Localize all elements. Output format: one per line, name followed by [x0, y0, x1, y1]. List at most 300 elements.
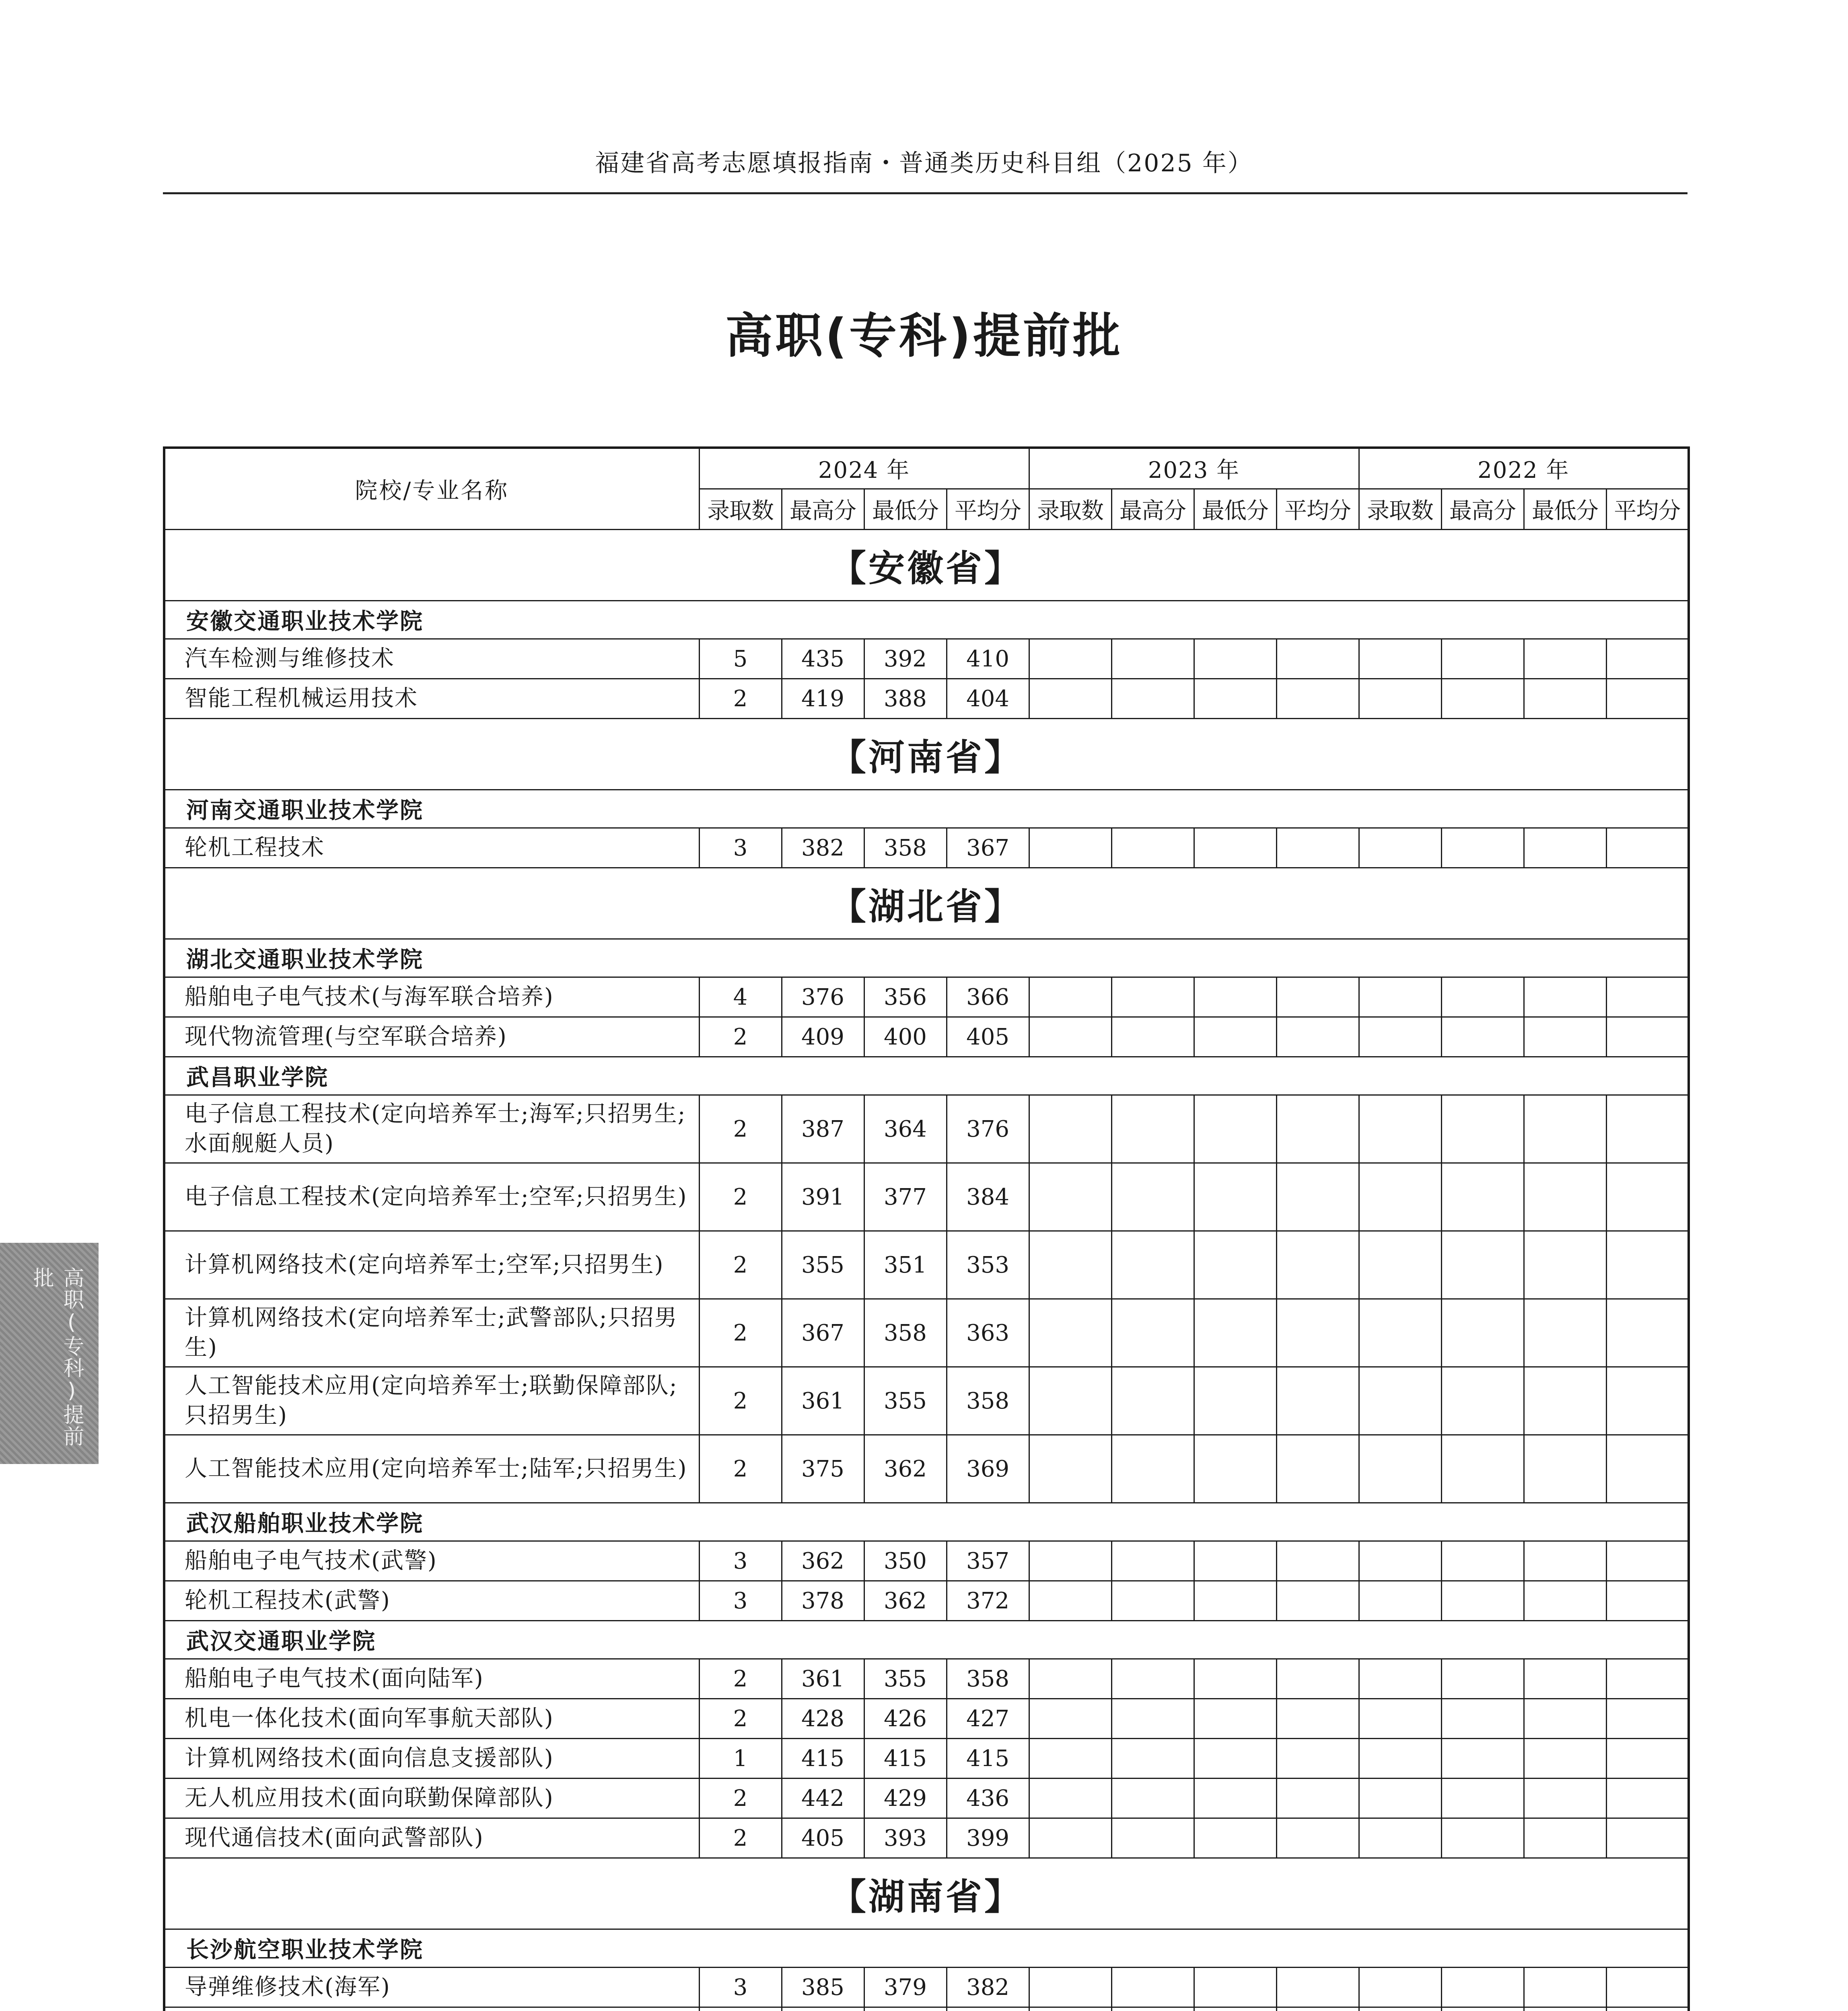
empty-cell: [1606, 1231, 1689, 1299]
max-2024: 415: [782, 1739, 864, 1779]
empty-cell: [1194, 679, 1276, 719]
empty-cell: [1029, 977, 1111, 1017]
empty-cell: [1111, 1779, 1194, 1818]
empty-cell: [1029, 639, 1111, 679]
province-heading: 【河南省】: [164, 719, 1689, 790]
empty-cell: [1359, 977, 1441, 1017]
max-2024: 367: [782, 1299, 864, 1367]
empty-cell: [1524, 1739, 1606, 1779]
empty-cell: [1194, 1659, 1276, 1699]
table-row: [164, 1095, 1689, 1163]
count-2024: 4: [699, 977, 782, 1017]
avg-2024: 358: [947, 1659, 1029, 1699]
max-2024: 442: [782, 1779, 864, 1818]
empty-cell: [1029, 1779, 1111, 1818]
avg-2024: 436: [947, 1779, 1029, 1818]
name-column-header: 院校/专业名称: [164, 448, 699, 530]
empty-cell: [1524, 1017, 1606, 1057]
empty-cell: [1441, 828, 1524, 868]
empty-cell: [1441, 1779, 1524, 1818]
empty-cell: [1606, 1818, 1689, 1858]
count-2024: 2: [699, 1017, 782, 1057]
empty-cell: [1194, 828, 1276, 868]
empty-cell: [1276, 1581, 1359, 1621]
max-2024: 362: [782, 1541, 864, 1581]
empty-cell: [1441, 639, 1524, 679]
major-name: 船舶电子电气技术(武警): [164, 1541, 699, 1581]
empty-cell: [1194, 1779, 1276, 1818]
empty-cell: [1194, 1435, 1276, 1503]
province-heading: 【湖北省】: [164, 868, 1689, 939]
empty-cell: [1111, 1435, 1194, 1503]
empty-cell: [1606, 1779, 1689, 1818]
avg-2024: 410: [947, 639, 1029, 679]
empty-cell: [1194, 1739, 1276, 1779]
school-row: [164, 1057, 1689, 1095]
empty-cell: [1194, 1231, 1276, 1299]
empty-cell: [1524, 1299, 1606, 1367]
empty-cell: [1194, 1163, 1276, 1231]
empty-cell: [1111, 1299, 1194, 1367]
empty-cell: [1194, 1581, 1276, 1621]
min-2024: 400: [864, 1017, 947, 1057]
empty-cell: [1524, 679, 1606, 719]
empty-cell: [1606, 1163, 1689, 1231]
count-2024: 2: [699, 1299, 782, 1367]
empty-cell: [1194, 2007, 1276, 2011]
school-name: 河南交通职业技术学院: [164, 790, 1689, 828]
min-2024: 415: [864, 1739, 947, 1779]
empty-cell: [1441, 1581, 1524, 1621]
empty-cell: [1606, 1968, 1689, 2007]
min-2024: 350: [864, 1541, 947, 1581]
table-row: [164, 828, 1689, 868]
empty-cell: [1029, 1968, 1111, 2007]
province-row: [164, 1858, 1689, 1929]
major-name: [164, 2007, 699, 2011]
empty-cell: [1194, 1017, 1276, 1057]
empty-cell: [1029, 1739, 1111, 1779]
year-header-2022: 2022 年: [1359, 448, 1689, 489]
table-row: [164, 1581, 1689, 1621]
empty-cell: [1111, 828, 1194, 868]
count-2024: 2: [699, 1435, 782, 1503]
max-2024: 435: [782, 639, 864, 679]
max-2024: 375: [782, 1435, 864, 1503]
table-row: [164, 1163, 1689, 1231]
avg-2024: 405: [947, 1017, 1029, 1057]
empty-cell: [1359, 1818, 1441, 1858]
major-name: 人工智能技术应用(定向培养军士;联勤保障部队;只招男生): [164, 1367, 699, 1435]
empty-cell: [1276, 1231, 1359, 1299]
major-name: 轮机工程技术(武警): [164, 1581, 699, 1621]
count-2024: 2: [699, 679, 782, 719]
school-row: [164, 601, 1689, 639]
school-name: 武汉船舶职业技术学院: [164, 1503, 1689, 1541]
side-tab-label: 高职(专科)提前批: [29, 1267, 84, 1447]
school-row: [164, 939, 1689, 977]
table-row: [164, 1818, 1689, 1858]
empty-cell: [1276, 2007, 1359, 2011]
max-2024: 409: [782, 1017, 864, 1057]
empty-cell: [1276, 639, 1359, 679]
empty-cell: [1524, 1095, 1606, 1163]
empty-cell: [1111, 1699, 1194, 1739]
table-row: [164, 639, 1689, 679]
avg-2024: 353: [947, 1231, 1029, 1299]
major-name: 计算机网络技术(定向培养军士;武警部队;只招男生): [164, 1299, 699, 1367]
empty-cell: [1111, 639, 1194, 679]
max-2024: 387: [782, 1095, 864, 1163]
max-2024: 361: [782, 1367, 864, 1435]
empty-cell: [1524, 1541, 1606, 1581]
empty-cell: [1441, 1818, 1524, 1858]
empty-cell: [1194, 1699, 1276, 1739]
empty-cell: [1524, 1699, 1606, 1739]
empty-cell: [1111, 1163, 1194, 1231]
max-2024: 378: [782, 1581, 864, 1621]
avg-2024: 363: [947, 1299, 1029, 1367]
empty-cell: [1359, 1095, 1441, 1163]
count-2024: 2: [699, 1367, 782, 1435]
empty-cell: [1441, 679, 1524, 719]
major-name: 船舶电子电气技术(与海军联合培养): [164, 977, 699, 1017]
empty-cell: [1359, 1541, 1441, 1581]
max-2024: 419: [782, 679, 864, 719]
empty-cell: [1441, 1367, 1524, 1435]
table-body: [164, 530, 1689, 2011]
school-name: 武汉交通职业学院: [164, 1621, 1689, 1659]
empty-cell: [1606, 1541, 1689, 1581]
empty-cell: [1276, 1699, 1359, 1739]
major-name: 电子信息工程技术(定向培养军士;海军;只招男生;水面舰艇人员): [164, 1095, 699, 1163]
empty-cell: [1606, 1699, 1689, 1739]
min-2024: 426: [864, 1699, 947, 1739]
min-2024: 364: [864, 1095, 947, 1163]
empty-cell: [1276, 1017, 1359, 1057]
empty-cell: [1524, 1659, 1606, 1699]
empty-cell: [1111, 977, 1194, 1017]
major-name: 计算机网络技术(定向培养军士;空军;只招男生): [164, 1231, 699, 1299]
major-name: 现代物流管理(与空军联合培养): [164, 1017, 699, 1057]
empty-cell: [1359, 2007, 1441, 2011]
col-header-max: 最高分: [1441, 489, 1524, 530]
empty-cell: [1194, 1818, 1276, 1858]
table-row: [164, 1367, 1689, 1435]
count-2024: 3: [699, 1541, 782, 1581]
empty-cell: [1359, 1779, 1441, 1818]
empty-cell: [1111, 1739, 1194, 1779]
col-header-min: 最低分: [1194, 489, 1276, 530]
min-2024: 358: [864, 828, 947, 868]
province-row: [164, 868, 1689, 939]
empty-cell: [1276, 977, 1359, 1017]
empty-cell: [1524, 977, 1606, 1017]
max-2024: 382: [782, 828, 864, 868]
avg-2024: 372: [947, 1581, 1029, 1621]
min-2024: 362: [864, 1435, 947, 1503]
empty-cell: [1606, 1659, 1689, 1699]
empty-cell: [1606, 639, 1689, 679]
count-2024: 2: [699, 1163, 782, 1231]
empty-cell: [1111, 1231, 1194, 1299]
empty-cell: [1029, 1095, 1111, 1163]
empty-cell: [1194, 639, 1276, 679]
col-header-count: 录取数: [1029, 489, 1111, 530]
max-2024: 428: [782, 1699, 864, 1739]
major-name: 汽车检测与维修技术: [164, 639, 699, 679]
empty-cell: [1359, 1699, 1441, 1739]
empty-cell: [1111, 1541, 1194, 1581]
empty-cell: [1276, 1367, 1359, 1435]
max-2024: 405: [782, 1818, 864, 1858]
empty-cell: [1029, 1699, 1111, 1739]
empty-cell: [1276, 1818, 1359, 1858]
empty-cell: [1441, 1739, 1524, 1779]
major-name: 无人机应用技术(面向联勤保障部队): [164, 1779, 699, 1818]
empty-cell: [1606, 1299, 1689, 1367]
max-2024: 376: [782, 977, 864, 1017]
score-table: [163, 446, 1690, 2011]
col-header-min: 最低分: [1524, 489, 1606, 530]
empty-cell: [1524, 1581, 1606, 1621]
empty-cell: [1029, 1659, 1111, 1699]
min-2024: 392: [864, 639, 947, 679]
table-row: [164, 977, 1689, 1017]
table-row: [164, 1699, 1689, 1739]
empty-cell: [1194, 1299, 1276, 1367]
table-row: [164, 1299, 1689, 1367]
count-2024: 3: [699, 828, 782, 868]
major-name: 船舶电子电气技术(面向陆军): [164, 1659, 699, 1699]
empty-cell: [1359, 1299, 1441, 1367]
avg-2024: 357: [947, 1541, 1029, 1581]
col-header-min: 最低分: [864, 489, 947, 530]
page-title: 高职(专科)提前批: [725, 308, 1123, 364]
empty-cell: [1441, 1231, 1524, 1299]
empty-cell: [1524, 828, 1606, 868]
avg-2024: 366: [947, 977, 1029, 1017]
school-row: [164, 1929, 1689, 1968]
empty-cell: [1111, 1017, 1194, 1057]
min-2024: 355: [864, 1659, 947, 1699]
empty-cell: [1111, 1818, 1194, 1858]
empty-cell: [1524, 639, 1606, 679]
col-header-avg: 平均分: [1276, 489, 1359, 530]
col-header-count: 录取数: [1359, 489, 1441, 530]
empty-cell: [1276, 1163, 1359, 1231]
empty-cell: [1606, 828, 1689, 868]
avg-2024: 427: [947, 1699, 1029, 1739]
avg-2024: 382: [947, 1968, 1029, 2007]
empty-cell: [1111, 679, 1194, 719]
empty-cell: [1359, 1231, 1441, 1299]
avg-2024: 404: [947, 679, 1029, 719]
empty-cell: [1111, 1095, 1194, 1163]
min-2024: 377: [864, 1163, 947, 1231]
count-2024: 3: [699, 1968, 782, 2007]
major-name: 电子信息工程技术(定向培养军士;空军;只招男生): [164, 1163, 699, 1231]
major-name: 计算机网络技术(面向信息支援部队): [164, 1739, 699, 1779]
empty-cell: [1524, 1779, 1606, 1818]
empty-cell: [1359, 1367, 1441, 1435]
empty-cell: [1524, 1435, 1606, 1503]
empty-cell: [1276, 679, 1359, 719]
year-header-row: [164, 448, 1689, 489]
count-2024: 2: [699, 1231, 782, 1299]
empty-cell: [1441, 1968, 1524, 2007]
min-2024: 351: [864, 1231, 947, 1299]
empty-cell: [1606, 977, 1689, 1017]
empty-cell: [1029, 1017, 1111, 1057]
min-2024: 393: [864, 1818, 947, 1858]
min-2024: 388: [864, 679, 947, 719]
empty-cell: [1111, 1659, 1194, 1699]
side-tab: [0, 1243, 99, 1464]
empty-cell: [1111, 2007, 1194, 2011]
empty-cell: [1111, 1581, 1194, 1621]
count-2024: 2: [699, 1659, 782, 1699]
table-row: [164, 1779, 1689, 1818]
empty-cell: [1029, 828, 1111, 868]
min-2024: [864, 2007, 947, 2011]
min-2024: 356: [864, 977, 947, 1017]
empty-cell: [1111, 1968, 1194, 2007]
avg-2024: 384: [947, 1163, 1029, 1231]
count-2024: 2: [699, 1699, 782, 1739]
empty-cell: [1276, 1299, 1359, 1367]
empty-cell: [1524, 1163, 1606, 1231]
empty-cell: [1029, 1231, 1111, 1299]
empty-cell: [1524, 1968, 1606, 2007]
empty-cell: [1276, 1779, 1359, 1818]
empty-cell: [1359, 639, 1441, 679]
empty-cell: [1606, 1739, 1689, 1779]
min-2024: 379: [864, 1968, 947, 2007]
col-header-avg: 平均分: [1606, 489, 1689, 530]
empty-cell: [1276, 1095, 1359, 1163]
max-2024: [782, 2007, 864, 2011]
school-row: [164, 790, 1689, 828]
major-name: 轮机工程技术: [164, 828, 699, 868]
empty-cell: [1359, 1968, 1441, 2007]
empty-cell: [1441, 1299, 1524, 1367]
table-row: [164, 1659, 1689, 1699]
empty-cell: [1276, 1435, 1359, 1503]
max-2024: 355: [782, 1231, 864, 1299]
empty-cell: [1606, 2007, 1689, 2011]
empty-cell: [1441, 1095, 1524, 1163]
empty-cell: [1276, 1541, 1359, 1581]
header-rule: [163, 192, 1687, 194]
empty-cell: [1359, 1739, 1441, 1779]
min-2024: 429: [864, 1779, 947, 1818]
empty-cell: [1606, 1095, 1689, 1163]
empty-cell: [1441, 1435, 1524, 1503]
avg-2024: 358: [947, 1367, 1029, 1435]
province-heading: 【湖南省】: [164, 1858, 1689, 1929]
col-header-max: 最高分: [1111, 489, 1194, 530]
school-row: [164, 1621, 1689, 1659]
empty-cell: [1111, 1367, 1194, 1435]
empty-cell: [1606, 1367, 1689, 1435]
empty-cell: [1359, 679, 1441, 719]
count-2024: 1: [699, 1739, 782, 1779]
empty-cell: [1359, 1659, 1441, 1699]
col-header-avg: 平均分: [947, 489, 1029, 530]
empty-cell: [1441, 2007, 1524, 2011]
table-row: [164, 2007, 1689, 2011]
min-2024: 355: [864, 1367, 947, 1435]
empty-cell: [1276, 1739, 1359, 1779]
school-row: [164, 1503, 1689, 1541]
empty-cell: [1359, 1017, 1441, 1057]
avg-2024: 399: [947, 1818, 1029, 1858]
count-2024: 3: [699, 1581, 782, 1621]
empty-cell: [1276, 828, 1359, 868]
empty-cell: [1524, 1818, 1606, 1858]
empty-cell: [1359, 1435, 1441, 1503]
min-2024: 362: [864, 1581, 947, 1621]
empty-cell: [1276, 1659, 1359, 1699]
table-row: [164, 1968, 1689, 2007]
empty-cell: [1359, 1581, 1441, 1621]
empty-cell: [1029, 1818, 1111, 1858]
table-row: [164, 1739, 1689, 1779]
table-row: [164, 1017, 1689, 1057]
major-name: 导弹维修技术(海军): [164, 1968, 699, 2007]
empty-cell: [1194, 1968, 1276, 2007]
empty-cell: [1029, 679, 1111, 719]
table-row: [164, 679, 1689, 719]
empty-cell: [1441, 1659, 1524, 1699]
avg-2024: 415: [947, 1739, 1029, 1779]
table-row: [164, 1541, 1689, 1581]
count-2024: 2: [699, 1095, 782, 1163]
empty-cell: [1029, 1299, 1111, 1367]
running-header: 福建省高考志愿填报指南・普通类历史科目组（2025 年）: [595, 149, 1253, 177]
school-name: 武昌职业学院: [164, 1057, 1689, 1095]
table-row: [164, 1435, 1689, 1503]
empty-cell: [1194, 977, 1276, 1017]
empty-cell: [1524, 1367, 1606, 1435]
col-header-count: 录取数: [699, 489, 782, 530]
major-name: 现代通信技术(面向武警部队): [164, 1818, 699, 1858]
empty-cell: [1606, 679, 1689, 719]
empty-cell: [1029, 1541, 1111, 1581]
max-2024: 385: [782, 1968, 864, 2007]
count-2024: 2: [699, 1779, 782, 1818]
school-name: 安徽交通职业技术学院: [164, 601, 1689, 639]
province-row: [164, 530, 1689, 601]
count-2024: 5: [699, 639, 782, 679]
min-2024: 358: [864, 1299, 947, 1367]
province-row: [164, 719, 1689, 790]
empty-cell: [1606, 1581, 1689, 1621]
empty-cell: [1029, 1435, 1111, 1503]
year-header-2023: 2023 年: [1029, 448, 1359, 489]
empty-cell: [1524, 2007, 1606, 2011]
major-name: 智能工程机械运用技术: [164, 679, 699, 719]
province-heading: 【安徽省】: [164, 530, 1689, 601]
avg-2024: 369: [947, 1435, 1029, 1503]
year-header-2024: 2024 年: [699, 448, 1029, 489]
empty-cell: [1441, 1017, 1524, 1057]
empty-cell: [1441, 1541, 1524, 1581]
empty-cell: [1194, 1095, 1276, 1163]
empty-cell: [1276, 1968, 1359, 2007]
avg-2024: 376: [947, 1095, 1029, 1163]
